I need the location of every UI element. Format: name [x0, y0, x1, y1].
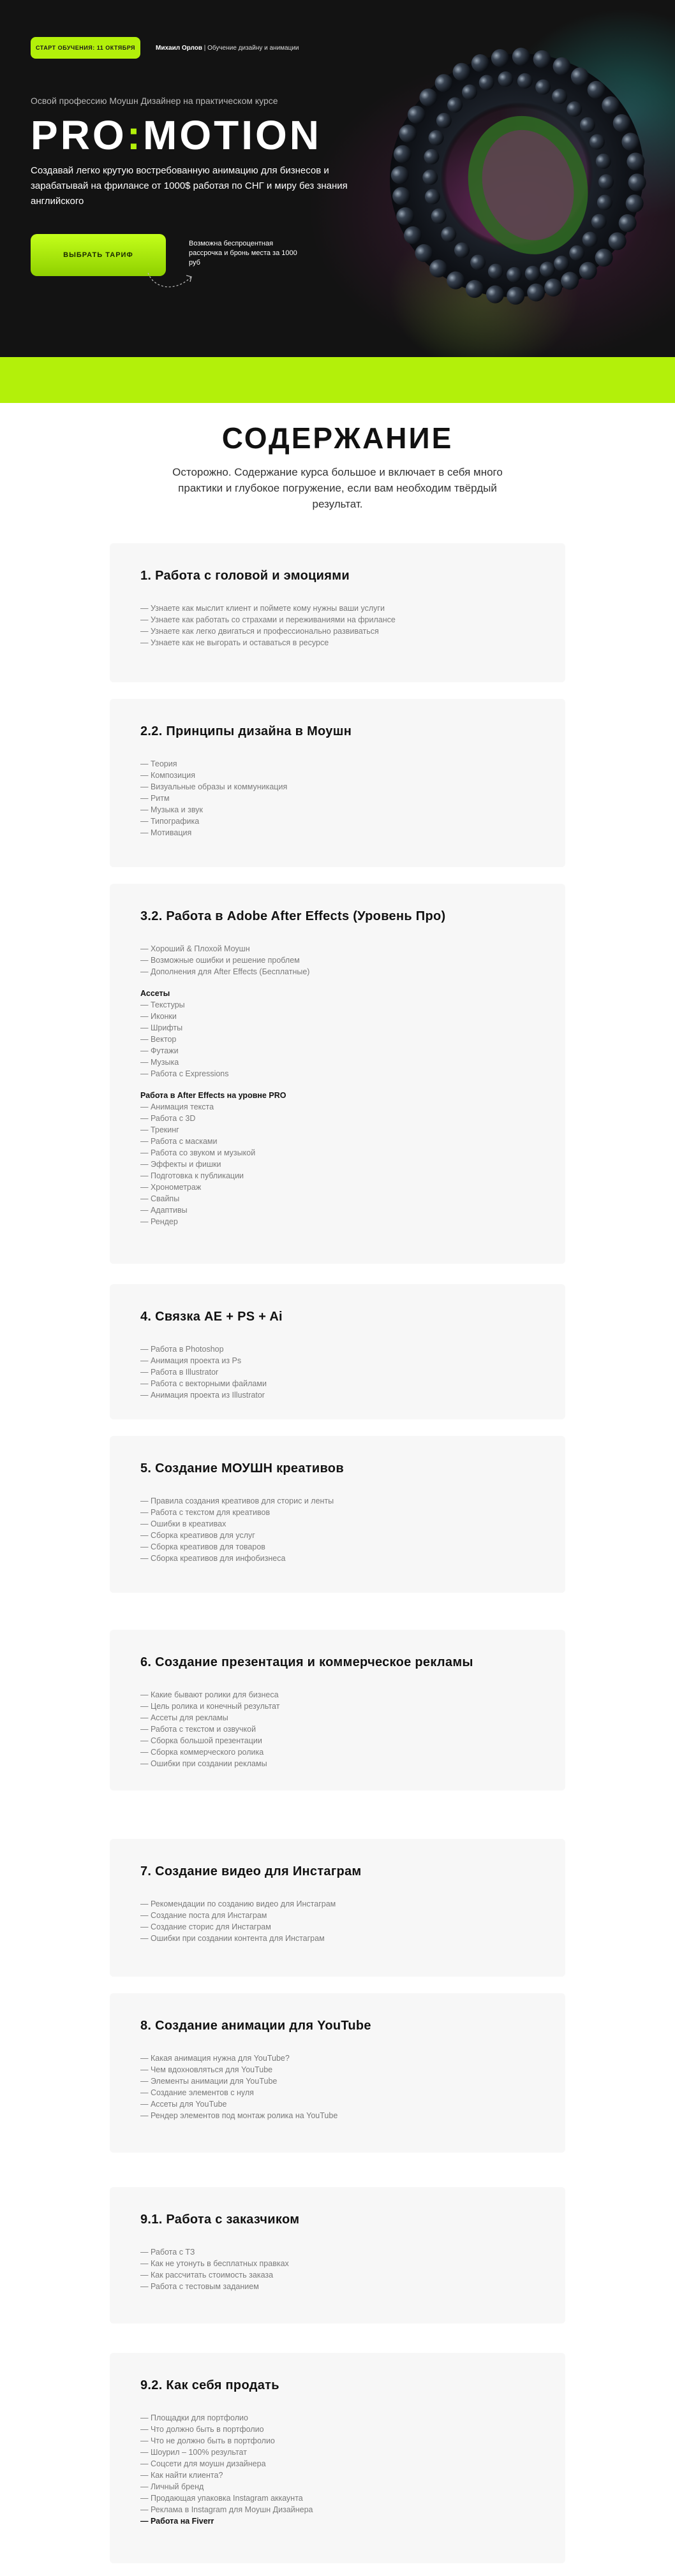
module-title: 1. Работа с головой и эмоциями	[140, 569, 350, 583]
start-date-badge: СТАРТ ОБУЧЕНИЯ: 11 ОКТЯБРЯ	[31, 37, 140, 59]
topic-item: — Работа в Illustrator	[140, 1368, 219, 1377]
title-separator: :	[126, 112, 143, 158]
topic-item: — Сборка креативов для инфобизнеса	[140, 1554, 286, 1563]
content-intro: Осторожно. Содержание курса большое и включает в себя много практики и глубокое погружение, если вам необходим твёрдый результат.	[172, 466, 503, 510]
module-card-9-1	[110, 2187, 565, 2324]
module-topics	[140, 1101, 535, 1227]
module-title: 4. Связка AE + PS + Ai	[140, 1310, 283, 1324]
topic-item: — Шрифты	[140, 1023, 183, 1032]
topic-item: — Трекинг	[140, 1125, 179, 1134]
topic-item: — Анимация проекта из Ps	[140, 1356, 242, 1365]
topic-item: — Элементы анимации для YouTube	[140, 2077, 278, 2086]
topic-item: — Чем вдохновляться для YouTube	[140, 2065, 273, 2074]
topic-item: — Создание поста для Инстаграм	[140, 1911, 267, 1920]
topic-item: — Шоурил – 100% результат	[140, 2448, 247, 2457]
hero-description: Создавай легко крутую востребованную анимацию для бизнесов и зарабатывай на фрилансе от 1000$ работая по СНГ и миру без знания английского	[31, 165, 348, 207]
topic-item: — Адаптивы	[140, 1206, 188, 1215]
topic-item: — Как не утонуть в бесплатных правках	[140, 2259, 289, 2268]
topic-item: — Работа с текстом и озвучкой	[140, 1725, 256, 1734]
topic-item: — Сборка креативов для товаров	[140, 1542, 265, 1551]
topic-item: — Продающая упаковка Instagram аккаунта	[140, 2494, 303, 2503]
topic-item: — Узнаете как работать со страхами и переживаниями на фрилансе	[140, 615, 396, 624]
hero-section	[0, 0, 675, 357]
content-title: СОДЕРЖАНИЕ	[221, 421, 454, 455]
module-title: 9.1. Работа с заказчиком	[140, 2213, 300, 2227]
topic-item: — Работа с векторными файлами	[140, 1379, 267, 1388]
topic-item: — Реклама в Instagram для Моушн Дизайнера	[140, 2505, 313, 2514]
topic-item: — Анимация проекта из Illustrator	[140, 1391, 265, 1400]
topic-item: — Создание элементов с нуля	[140, 2088, 254, 2097]
topic-item: — Хронометраж	[140, 1183, 202, 1192]
topic-item: — Ассеты для рекламы	[140, 1713, 228, 1722]
topic-item: — Ошибки при создании рекламы	[140, 1759, 267, 1768]
topic-item: — Ритм	[140, 794, 170, 803]
topic-item: — Эффекты и фишки	[140, 1160, 221, 1169]
title-part-2: MOTION	[143, 112, 322, 158]
topic-group-heading: Ассеты	[140, 989, 170, 998]
topic-item: — Анимация текста	[140, 1102, 214, 1111]
topic-item: — Рекомендации по созданию видео для Инстаграм	[140, 1899, 336, 1908]
module-topics	[140, 603, 535, 648]
module-topics	[140, 1343, 535, 1401]
module-card-5	[110, 1436, 565, 1593]
topic-item: — Цель ролика и конечный результат	[140, 1702, 280, 1711]
hero-title	[31, 112, 322, 158]
topic-item: — Работа в Photoshop	[140, 1345, 224, 1354]
module-card-1	[110, 543, 565, 682]
topic-item: — Вектор	[140, 1035, 177, 1044]
module-card-6	[110, 1630, 565, 1790]
module-topics	[140, 2246, 535, 2292]
topic-item: — Теория	[140, 759, 177, 768]
module-card-2	[110, 699, 565, 867]
topic-item: — Узнаете как легко двигаться и профессионально развиваться	[140, 627, 379, 636]
topic-item: — Ассеты для YouTube	[140, 2100, 227, 2109]
module-title: 3.2. Работа в Adobe After Effects (Уровень Про)	[140, 909, 446, 923]
topic-item: — Работа с тестовым заданием	[140, 2282, 259, 2291]
topic-item: — Рендер	[140, 1217, 178, 1226]
torus-illustration	[376, 32, 657, 319]
author-info	[156, 45, 299, 52]
module-topics	[140, 2412, 535, 2527]
module-title: 9.2. Как себя продать	[140, 2378, 279, 2392]
module-topics	[140, 943, 535, 977]
module-card-8	[110, 1993, 565, 2153]
module-topics	[140, 1495, 535, 1564]
topic-item: — Узнаете как мыслит клиент и поймете кому нужны ваши услуги	[140, 604, 385, 613]
module-topics	[140, 2053, 535, 2121]
installment-note: Возможна беспроцентная рассрочка и бронь места за 1000 руб	[189, 240, 297, 267]
topic-item: — Личный бренд	[140, 2482, 204, 2491]
topic-group-heading: Работа в After Effects на уровне PRO	[140, 1091, 286, 1100]
topic-item: — Сборка коммерческого ролика	[140, 1748, 264, 1757]
topic-item: — Работа с масками	[140, 1137, 218, 1146]
topic-item: — Работа со звуком и музыкой	[140, 1148, 256, 1157]
topic-item: — Что не должно быть в портфолио	[140, 2436, 275, 2445]
topic-item: — Типографика	[140, 817, 200, 826]
topic-item: — Музыка и звук	[140, 805, 203, 814]
topic-item: — Работа с Expressions	[140, 1069, 229, 1078]
author-role: | Обучение дизайну и анимации	[204, 45, 299, 52]
topic-item: — Правила создания креативов для сторис и ленты	[140, 1497, 334, 1505]
module-topics	[140, 999, 535, 1079]
hero-subtitle: Освой профессию Моушн Дизайнер на практическом курсе	[31, 96, 278, 106]
topic-item: — Какие бывают ролики для бизнеса	[140, 1690, 279, 1699]
title-part-1: PRO	[31, 112, 127, 158]
module-card-9-2	[110, 2353, 565, 2563]
module-title: 6. Создание презентация и коммерческое рекламы	[140, 1655, 473, 1669]
module-title: 2.2. Принципы дизайна в Моушн	[140, 724, 352, 738]
module-topics	[140, 1689, 535, 1769]
topic-item: — Ошибки в креативах	[140, 1519, 226, 1528]
topic-item: — Соцсети для моушн дизайнера	[140, 2459, 266, 2468]
topic-item-highlight: — Работа на Fiverr	[140, 2517, 214, 2526]
topic-item: — Мотивация	[140, 828, 192, 837]
topic-item: — Футажи	[140, 1046, 179, 1055]
module-title: 5. Создание МОУШН креативов	[140, 1461, 344, 1475]
topic-item: — Работа с ТЗ	[140, 2248, 195, 2257]
module-title: 8. Создание анимации для YouTube	[140, 2019, 371, 2033]
topic-item: — Иконки	[140, 1012, 177, 1021]
topic-item: — Композиция	[140, 771, 196, 780]
topic-item: — Сборка большой презентации	[140, 1736, 262, 1745]
accent-band	[0, 357, 675, 403]
topic-item: — Площадки для портфолио	[140, 2413, 248, 2422]
topic-item: — Визуальные образы и коммуникация	[140, 782, 288, 791]
topic-item: — Рендер элементов под монтаж ролика на YouTube	[140, 2111, 338, 2120]
module-topics	[140, 758, 535, 838]
topic-item: — Хороший & Плохой Моушн	[140, 944, 250, 953]
topic-item: — Музыка	[140, 1058, 179, 1067]
topic-item: — Что должно быть в портфолио	[140, 2425, 264, 2434]
topic-item: — Дополнения для After Effects (Бесплатные)	[140, 967, 310, 976]
topic-item: — Текстуры	[140, 1000, 185, 1009]
topic-item: — Сборка креативов для услуг	[140, 1531, 255, 1540]
topic-item: — Создание сторис для Инстаграм	[140, 1922, 271, 1931]
module-topics	[140, 1898, 535, 1944]
topic-item: — Узнаете как не выгорать и оставаться в ресурсе	[140, 638, 329, 647]
topic-item: — Свайпы	[140, 1194, 180, 1203]
module-card-4	[110, 1284, 565, 1419]
topic-item: — Как рассчитать стоимость заказа	[140, 2271, 274, 2280]
choose-tariff-button[interactable]: ВЫБРАТЬ ТАРИФ	[31, 234, 166, 276]
topic-item: — Ошибки при создании контента для Инстаграм	[140, 1934, 325, 1943]
topic-item: — Работа с текстом для креативов	[140, 1508, 271, 1517]
curved-arrow-icon	[145, 268, 197, 293]
topic-item: — Какая анимация нужна для YouTube?	[140, 2054, 290, 2063]
topic-item: — Подготовка к публикации	[140, 1171, 244, 1180]
module-card-7	[110, 1839, 565, 1977]
author-name: Михаил Орлов	[156, 45, 202, 52]
topic-item: — Работа с 3D	[140, 1114, 196, 1123]
topic-item: — Возможные ошибки и решение проблем	[140, 956, 300, 965]
module-card-3	[110, 884, 565, 1264]
module-title: 7. Создание видео для Инстаграм	[140, 1864, 362, 1878]
topic-item: — Как найти клиента?	[140, 2471, 223, 2480]
